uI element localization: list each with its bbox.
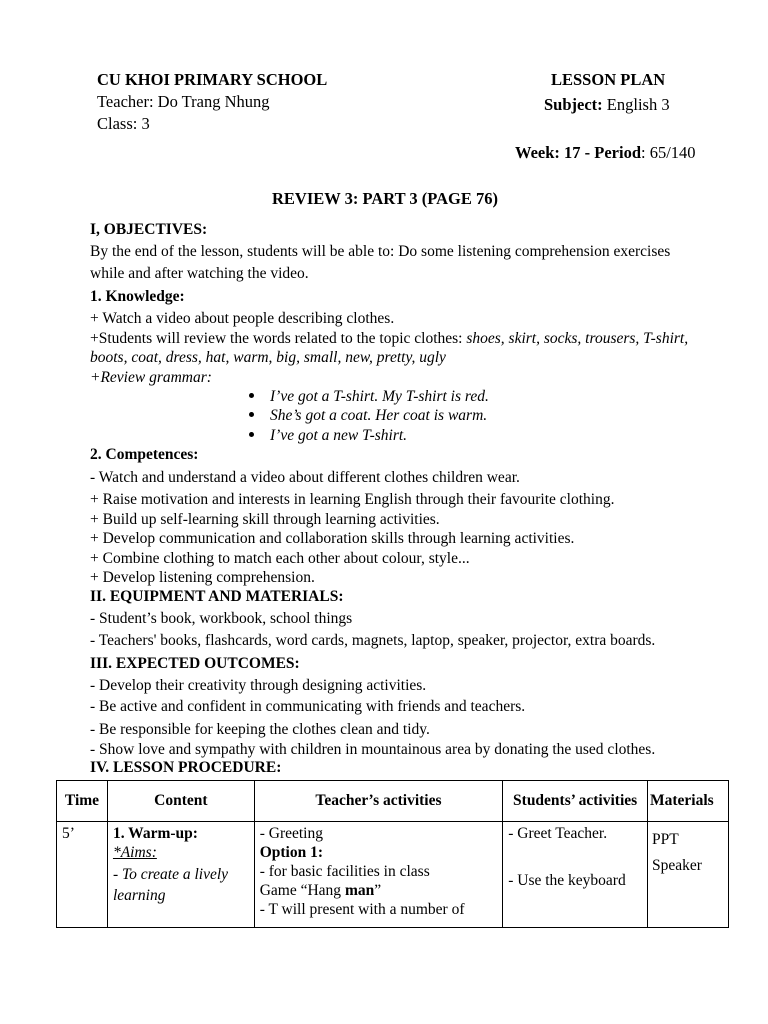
subject-value: English 3 [602,95,670,114]
bullet-icon [249,432,254,437]
school-name: CU KHOI PRIMARY SCHOOL [97,70,328,89]
outcome-item: - Be active and confident in communicating with friends and teachers. [90,698,526,715]
teacher-name: Teacher: Do Trang Nhung [97,92,270,111]
period-value: : 65/140 [641,143,696,162]
column-header-content: Content [107,781,254,822]
week-line [515,143,696,163]
lesson-procedure-table [56,780,729,928]
subject-line [544,95,670,115]
competence-item: - Watch and understand a video about different clothes children wear. [90,469,520,486]
doc-type: LESSON PLAN [551,70,666,89]
equipment-heading: II. EQUIPMENT AND MATERIALS: [90,588,344,605]
outcome-item: - Show love and sympathy with children in mountainous area by donating the used clothes. [90,741,656,758]
competence-item: + Raise motivation and interests in learning English through their favourite clothing. [90,491,615,508]
teacher-activity-option: Option 1: [259,844,324,861]
material-item: PPT [652,831,679,848]
knowledge-item-1: + Watch a video about people describing clothes. [90,310,395,327]
teacher-activity: - Greeting [259,825,323,842]
column-header-materials: Materials [648,781,729,822]
knowledge-heading: 1. Knowledge: [90,288,185,305]
cell-materials [648,822,729,928]
table-row [57,822,729,928]
cell-students-activities [503,822,648,928]
aims-label: *Aims: [112,844,157,861]
column-header-teacher: Teacher’s activities [254,781,503,822]
outcomes-heading: III. EXPECTED OUTCOMES: [90,655,300,672]
subject-label: Subject: [544,95,603,114]
objectives-intro-2: while and after watching the video. [90,265,309,282]
grammar-item: She’s got a coat. Her coat is warm. [249,406,487,426]
equipment-item: - Teachers' books, flashcards, word cards, magnets, laptop, speaker, projector, extra boards. [90,632,656,649]
grammar-item: I’ve got a T-shirt. My T-shirt is red. [249,387,489,407]
teacher-activity: - T will present with a number of [259,901,465,918]
cell-teacher-activities [254,822,503,928]
competence-item: + Combine clothing to match each other about colour, style... [90,550,470,567]
aims-text-1: - To create a lively [112,866,229,883]
competence-item: + Develop communication and collaboration skills through learning activities. [90,530,575,547]
cell-content [107,822,254,928]
teacher-activity-game: Game “Hang man” [259,882,382,899]
column-header-students: Students’ activities [503,781,648,822]
competences-heading: 2. Competences: [90,446,199,463]
material-item: Speaker [652,857,702,874]
knowledge-item-2-prefix: +Students will review the words related to the topic clothes: [90,330,467,347]
knowledge-item-2 [90,329,688,349]
week-label: Week: 17 - Period [515,143,642,162]
lesson-title: REVIEW 3: PART 3 (PAGE 76) [272,189,498,208]
teacher-activity: - for basic facilities in class [259,863,430,880]
cell-time: 5’ [57,822,108,928]
outcome-item: - Develop their creativity through designing activities. [90,677,427,694]
objectives-heading: I, OBJECTIVES: [90,221,208,238]
procedure-heading: IV. LESSON PROCEDURE: [90,759,282,776]
grammar-item: I’ve got a new T-shirt. [249,426,407,446]
column-header-time: Time [57,781,108,822]
equipment-item: - Student’s book, workbook, school things [90,610,353,627]
knowledge-item-2-words: shoes, skirt, socks, trousers, T-shirt, [466,330,689,347]
class-label: Class: 3 [97,114,150,133]
outcome-item: - Be responsible for keeping the clothes clean and tidy. [90,721,430,738]
grammar-label: +Review grammar: [90,369,212,386]
objectives-intro-1: By the end of the lesson, students will be able to: Do some listening comprehension exercises [90,243,671,260]
competence-item: + Build up self-learning skill through learning activities. [90,511,440,528]
competence-item: + Develop listening comprehension. [90,569,315,586]
warmup-title: 1. Warm-up: [112,825,198,842]
knowledge-item-3: boots, coat, dress, hat, warm, big, small, new, pretty, ugly [90,349,446,366]
bullet-icon [249,393,254,398]
student-activity: - Greet Teacher. [508,825,608,842]
bullet-icon [249,412,254,417]
aims-text-2: learning [112,887,166,904]
student-activity: - Use the keyboard [508,872,626,889]
table-header-row [57,781,729,822]
